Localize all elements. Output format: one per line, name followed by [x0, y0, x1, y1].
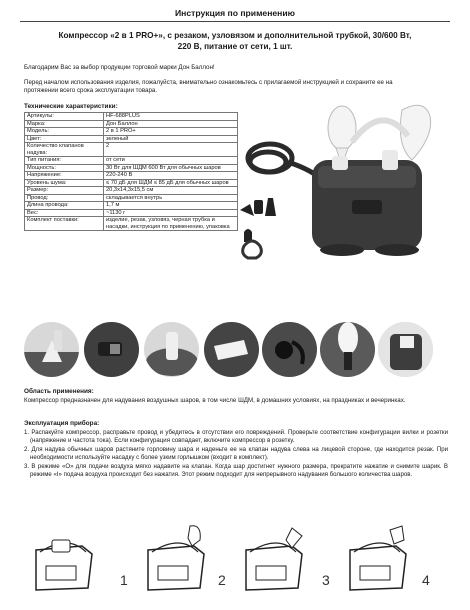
- spec-value: 20,3х14,3х15,5 см: [104, 187, 238, 195]
- spec-row: [25, 172, 238, 180]
- usage-heading: Эксплуатация прибора:: [24, 420, 100, 427]
- spec-row: [25, 128, 238, 136]
- product-headline: [40, 30, 430, 52]
- spec-row: [25, 202, 238, 210]
- spec-row: [25, 187, 238, 195]
- step-illustration-3: [232, 520, 317, 592]
- thumb-top-valve: [144, 322, 199, 377]
- step-illustration-1: [22, 520, 107, 592]
- spec-value: складывается внутрь: [104, 194, 238, 202]
- usage-item: 1. Распакуйте компрессор, расправьте провод и убедитесь в отсутствии его повреждений. Проверьте соответствие конфигурации вилки и розетки (напряжение и частота тока). Если конфигурация совпадает, включите компрессор в розетку.: [24, 429, 448, 444]
- thumb-cord-storage: [262, 322, 317, 377]
- spec-row: [25, 157, 238, 165]
- step-number-3: 3: [322, 572, 330, 588]
- spec-row: [25, 120, 238, 128]
- specs-table: [24, 112, 238, 231]
- spec-row: [25, 194, 238, 202]
- spec-key: Количество клапанов надува:: [25, 143, 104, 157]
- headline-line-1: Компрессор «2 в 1 PRO+», с резаком, узловязом и дополнительной трубкой, 30/600 Вт,: [58, 31, 412, 40]
- spec-value: изделие, резак, узловяз, черная трубка и насадки, инструкция по применению, упаковка: [104, 217, 238, 231]
- spec-row: [25, 164, 238, 172]
- usage-item: 2. Для надува обычных шаров растяните горловину шара и наденьте ее на клапан надува слева на лицевой стороне, где находится резак. При необходимости используйте насадку с более узким горлышком (входит в комплект).: [24, 446, 448, 461]
- title-divider: [20, 21, 450, 22]
- step-illustration-2: [134, 520, 219, 592]
- usage-item: 3. В режиме «O» для подачи воздуха мягко надавите на клапан. Когда шар достигнет нужного размера, прекратите нажатие и снимите шарик. В режиме «I» подача воздуха происходит без нажатия. Этот режим подходит для непрерывного надувания большого количества шаров.: [24, 463, 448, 478]
- spec-key: Тип питания:: [25, 157, 104, 165]
- spec-value: ≤ 70 дБ для ШДМ ≤ 85 дБ для обычных шаров: [104, 179, 238, 187]
- page-title: Инструкция по применению: [174, 8, 295, 18]
- compressor-body: [312, 150, 422, 256]
- spec-key: Модель:: [25, 128, 104, 136]
- spec-row: [25, 143, 238, 157]
- spec-value: 1,7 м: [104, 202, 238, 210]
- spec-row: [25, 113, 238, 121]
- thumb-cutter: [204, 322, 259, 377]
- compressor-product-illustration: [232, 100, 457, 315]
- spec-value: 220-240 В: [104, 172, 238, 180]
- intro-text: Перед началом использования изделия, пожалуйста, внимательно ознакомьтесь с прилагаемой инструкцией и сохраните ее на протяжении всего срока эксплуатации товара.: [24, 79, 393, 94]
- thumb-switch-panel: [84, 322, 139, 377]
- spec-value: 2 в 1 PRO+: [104, 128, 238, 136]
- spec-value: 2: [104, 143, 238, 157]
- specs-heading: Технические характеристики:: [24, 103, 118, 110]
- step-number-1: 1: [120, 572, 128, 588]
- spec-value: ~1130 г: [104, 209, 238, 217]
- step-number-2: 2: [218, 572, 226, 588]
- spec-row: [25, 217, 238, 231]
- step-illustration-4: [336, 520, 421, 592]
- thumb-valve-closeup: [24, 322, 79, 377]
- spec-key: Мощность:: [25, 164, 104, 172]
- spec-value: HF-688PLUS: [104, 113, 238, 121]
- spec-value: Дон Баллон: [104, 120, 238, 128]
- headline-line-2: 220 В, питание от сети, 1 шт.: [177, 42, 293, 51]
- spec-row: [25, 179, 238, 187]
- spec-key: Комплект поставки:: [25, 217, 104, 231]
- spec-key: Напряжение:: [25, 172, 104, 180]
- spec-row: [25, 209, 238, 217]
- thanks-text: Благодарим Вас за выбор продукции торговой марки Дон Баллон!: [24, 64, 215, 71]
- spec-key: Провод:: [25, 194, 104, 202]
- spec-key: Артикулы:: [25, 113, 104, 121]
- spec-key: Цвет:: [25, 135, 104, 143]
- thumb-side-view: [378, 322, 433, 377]
- area-text: Компрессор предназначен для надувания воздушных шаров, в том числе ШДМ, в домашних условиях, на праздниках и вечеринках.: [24, 397, 406, 404]
- thumb-inflating-balloon: [320, 322, 375, 377]
- spec-value: зеленый: [104, 135, 238, 143]
- balloon-left: [328, 106, 356, 150]
- spec-key: Марка:: [25, 120, 104, 128]
- spec-key: Уровень шума:: [25, 179, 104, 187]
- spec-value: 30 Вт для ШДМ 600 Вт для обычных шаров: [104, 164, 238, 172]
- area-heading: Область применения:: [24, 388, 94, 395]
- usage-list: [24, 429, 448, 480]
- spec-key: Длина провода:: [25, 202, 104, 210]
- spec-key: Размер:: [25, 187, 104, 195]
- spec-row: [25, 135, 238, 143]
- knot-tool-icon: [243, 241, 262, 258]
- spec-value: от сети: [104, 157, 238, 165]
- nozzle-icons: [240, 198, 276, 242]
- hose-icon: [248, 144, 322, 180]
- spec-key: Вес:: [25, 209, 104, 217]
- step-number-4: 4: [422, 572, 430, 588]
